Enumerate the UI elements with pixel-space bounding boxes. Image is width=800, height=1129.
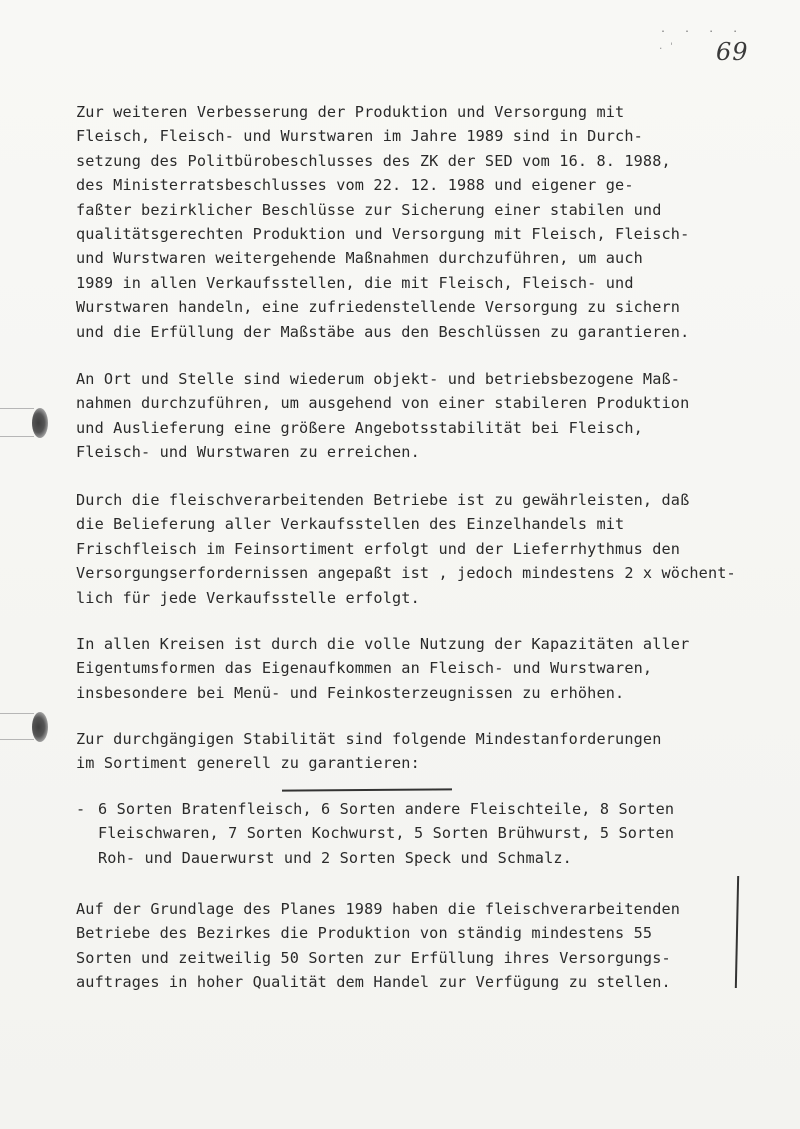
text-line: Durch die fleischverarbeitenden Betriebe ist zu gewährleisten, daß	[76, 491, 690, 509]
paragraph-1	[76, 100, 689, 344]
text-line: und die Erfüllung der Maßstäbe aus den Beschlüssen zu garantieren.	[76, 322, 690, 341]
punch-hole-upper	[32, 408, 48, 438]
punch-hole-rule-4	[0, 739, 34, 740]
text-line: des Ministerratsbeschlusses vom 22. 12. 1988 und eigener ge-	[76, 176, 634, 195]
page-number: 69	[716, 38, 749, 66]
punch-hole-lower	[32, 712, 48, 742]
text-line: Wurstwaren handeln, eine zufriedenstellende Versorgung zu sichern	[76, 298, 681, 317]
text-line: Fleisch, Fleisch- und Wurstwaren im Jahre 1989 sind in Durch-	[76, 127, 643, 146]
punch-hole-rule-2	[0, 436, 34, 437]
corner-marks-2: . '	[658, 42, 675, 52]
text-line: 6 Sorten Bratenfleisch, 6 Sorten andere Fleischteile, 8 Sorten	[98, 800, 675, 818]
text-line: und Wurstwaren weitergehende Maßnahmen durchzuführen, um auch	[76, 249, 643, 268]
handwritten-margin-mark	[735, 876, 739, 988]
punch-hole-rule-3	[0, 713, 34, 714]
text-line: Versorgungserfordernissen angepaßt ist , jedoch mindestens 2 x wöchent-	[76, 564, 736, 583]
text-line: Roh- und Dauerwurst und 2 Sorten Speck und Schmalz.	[98, 848, 572, 867]
text-line: im Sortiment generell zu garantieren:	[76, 754, 420, 773]
text-line: die Belieferung aller Verkaufsstellen des Einzelhandels mit	[76, 515, 625, 534]
text-line: Sorten und zeitweilig 50 Sorten zur Erfüllung ihres Versorgungs-	[76, 948, 671, 967]
paragraph-4	[76, 632, 689, 705]
text-line: insbesondere bei Menü- und Feinkosterzeugnissen zu erhöhen.	[76, 683, 625, 702]
text-line: lich für jede Verkaufsstelle erfolgt.	[76, 588, 420, 607]
text-line: auftrages in hoher Qualität dem Handel zur Verfügung zu stellen.	[76, 973, 671, 992]
text-line: Zur durchgängigen Stabilität sind folgende Mindestanforderungen	[76, 730, 662, 748]
text-line: An Ort und Stelle sind wiederum objekt- und betriebsbezogene Maß-	[76, 370, 681, 388]
text-line: Fleisch- und Wurstwaren zu erreichen.	[76, 443, 420, 462]
corner-marks: . . . .	[660, 24, 745, 35]
text-line: faßter bezirklicher Beschlüsse zur Sicherung einer stabilen und	[76, 200, 662, 219]
text-line: 1989 in allen Verkaufsstellen, die mit Fleisch, Fleisch- und	[76, 273, 634, 292]
list-dash: -	[76, 800, 86, 818]
punch-hole-rule-1	[0, 408, 34, 409]
text-line: Fleischwaren, 7 Sorten Kochwurst, 5 Sorten Brühwurst, 5 Sorten	[98, 824, 675, 843]
paragraph-2	[76, 367, 689, 465]
text-line: Betriebe des Bezirkes die Produktion von ständig mindestens 55	[76, 924, 653, 943]
text-line: In allen Kreisen ist durch die volle Nutzung der Kapazitäten aller	[76, 635, 690, 653]
text-line: Eigentumsformen das Eigenaufkommen an Fleisch- und Wurstwaren,	[76, 659, 653, 678]
list-item-text	[98, 797, 674, 870]
handwritten-underline	[282, 788, 452, 791]
text-line: setzung des Politbürobeschlusses des ZK der SED vom 16. 8. 1988,	[76, 151, 671, 170]
text-line: Auf der Grundlage des Planes 1989 haben die fleischverarbeitenden	[76, 900, 681, 918]
paragraph-final	[76, 897, 680, 995]
text-line: qualitätsgerechten Produktion und Versorgung mit Fleisch, Fleisch-	[76, 224, 690, 243]
text-line: nahmen durchzuführen, um ausgehend von einer stabileren Produktion	[76, 394, 690, 413]
paragraph-5	[76, 727, 662, 776]
text-line: und Auslieferung eine größere Angebotsstabilität bei Fleisch,	[76, 418, 643, 437]
paragraph-3	[76, 488, 736, 610]
text-line: Frischfleisch im Feinsortiment erfolgt und der Lieferrhythmus den	[76, 539, 681, 558]
text-line: Zur weiteren Verbesserung der Produktion und Versorgung mit	[76, 103, 625, 121]
